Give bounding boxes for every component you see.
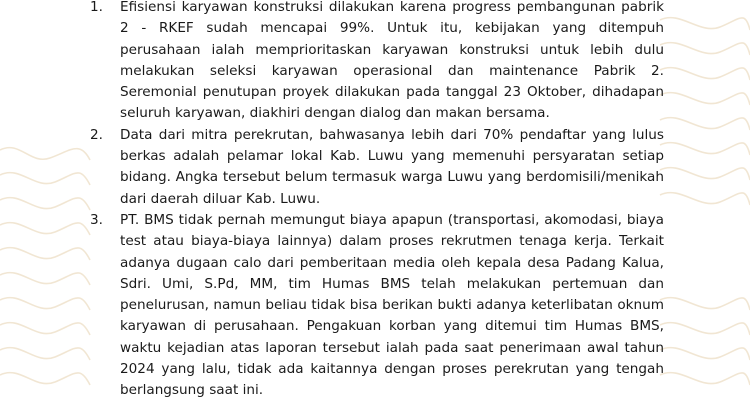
list-item-3	[88, 210, 664, 402]
list-item-2	[88, 125, 664, 210]
list-item-text: PT. BMS tidak pernah memungut biaya apapun (transportasi, akomodasi, biaya test atau biaya-biaya lainnya) dalam proses rekrutmen tenaga kerja. Terkait adanya dugaan calo dari pemberitaan media oleh kepala desa Padang Kalua, Sdri. Umi, S.Pd, MM, tim Humas BMS telah melakukan pertemuan dan penelurusan, namun beliau tidak bisa berikan bukti adanya keterlibatan oknum karyawan di perusahaan. Pengakuan korban yang ditemui tim Humas BMS, waktu kejadian atas laporan tersebut ialah pada saat penerimaan awal tahun 2024 yang lalu, tidak ada kaitannya dengan proses perekrutan yang tengah berlangsung saat ini.	[120, 211, 664, 399]
list-item-1	[88, 0, 664, 125]
document-body	[88, 0, 664, 402]
list-item-text: Data dari mitra perekrutan, bahwasanya lebih dari 70% pendaftar yang lulus berkas adalah pelamar lokal Kab. Luwu yang memenuhi persyaratan setiap bidang. Angka tersebut belum termasuk warga Luwu yang berdomisili/menikah dari daerah diluar Kab. Luwu.	[120, 126, 664, 207]
list-item-text: Efisiensi karyawan konstruksi dilakukan karena progress pembangunan pabrik 2 - RKEF sudah mencapai 99%. Untuk itu, kebijakan yang ditempuh perusahaan ialah memprioritaskan karyawan konstruksi untuk lebih dulu melakukan seleksi karyawan operasional dan maintenance Pabrik 2. Seremonial penutupan proyek dilakukan pada tanggal 23 Oktober, dihadapan seluruh karyawan, diakhiri dengan dialog dan makan bersama.	[120, 0, 664, 122]
list-item-number: 1.	[90, 0, 103, 15]
list-item-number: 3.	[90, 211, 103, 228]
list-item-number: 2.	[90, 126, 103, 143]
